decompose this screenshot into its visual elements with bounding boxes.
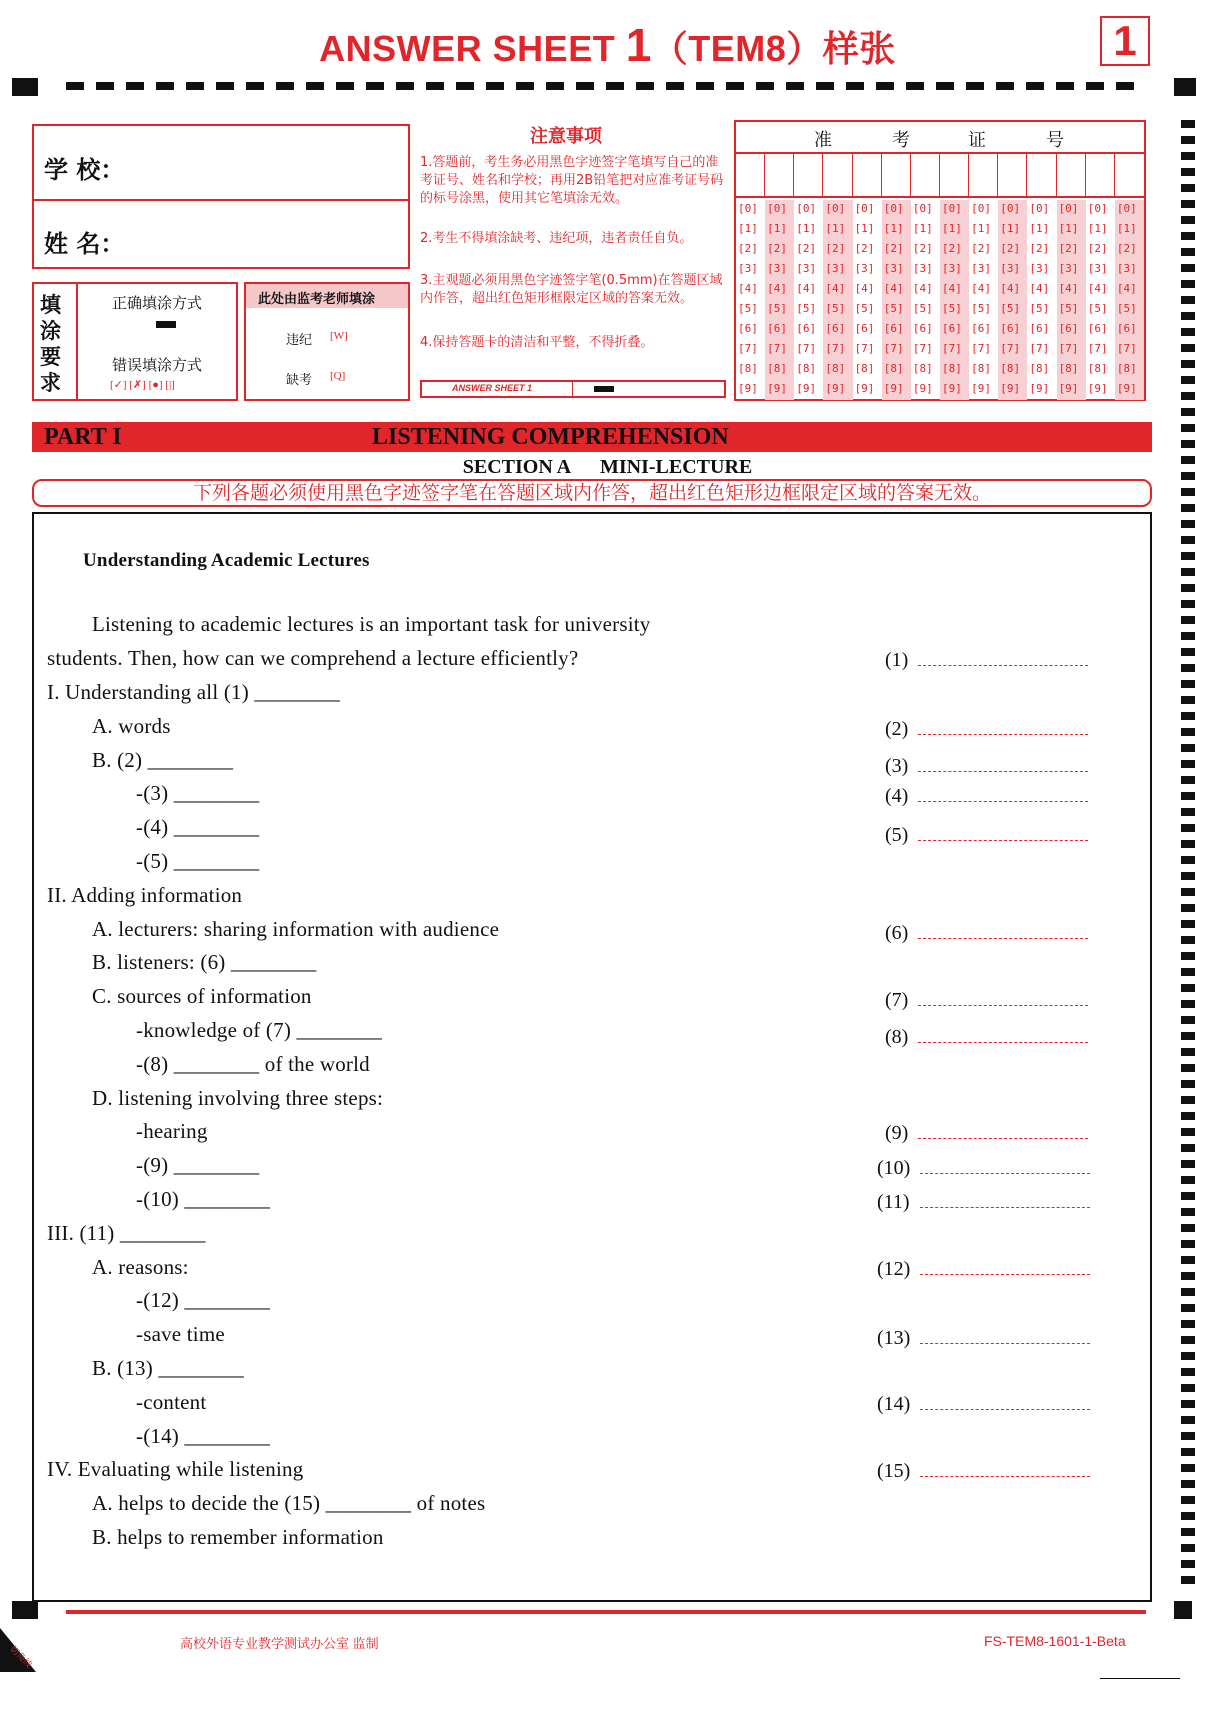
footer-short-rule	[1100, 1678, 1180, 1679]
exam-id-bubble[interactable]: [8]	[738, 362, 758, 375]
exam-id-bubble[interactable]: [2]	[825, 242, 846, 255]
exam-id-bubble[interactable]: [0]	[854, 202, 875, 215]
exam-id-bubble[interactable]: [5]	[971, 302, 992, 315]
exam-id-bubble[interactable]: [6]	[1087, 322, 1108, 335]
exam-id-bubble[interactable]: [9]	[825, 382, 846, 395]
exam-id-cell[interactable]	[1027, 154, 1056, 196]
answer-blank-7[interactable]	[885, 989, 1088, 1012]
answer-number: (13)	[877, 1327, 911, 1349]
exam-id-bubble[interactable]: [4]	[1029, 282, 1050, 295]
exam-id-bubble[interactable]: [6]	[738, 322, 758, 335]
exam-id-bubble[interactable]: [7]	[738, 342, 758, 355]
answer-line[interactable]	[918, 924, 1088, 939]
exam-id-cell[interactable]	[1057, 154, 1086, 196]
exam-id-bubble[interactable]: [8]	[767, 362, 788, 375]
answer-line[interactable]	[918, 757, 1088, 772]
corner-mark-top-left	[12, 78, 38, 96]
corner-mark-bottom-left	[12, 1601, 38, 1619]
exam-id-bubble[interactable]: [7]	[912, 342, 933, 355]
exam-id-bubble[interactable]: [5]	[767, 302, 788, 315]
answer-blank-12[interactable]	[877, 1258, 1090, 1281]
exam-id-bubble[interactable]: [9]	[1058, 382, 1079, 395]
exam-id-bubble[interactable]: [9]	[971, 382, 992, 395]
exam-id-bubble[interactable]: [4]	[738, 282, 758, 295]
answer-line[interactable]	[918, 826, 1088, 841]
exam-id-bubble[interactable]: [2]	[912, 242, 933, 255]
exam-id-bubble[interactable]: [6]	[1058, 322, 1079, 335]
barcode-box	[420, 380, 726, 398]
notice-title: 注意事项	[530, 126, 602, 147]
answer-line[interactable]	[920, 1462, 1090, 1477]
answer-line[interactable]	[918, 720, 1088, 735]
exam-id-bubble[interactable]: [7]	[1116, 342, 1137, 355]
exam-id-cell[interactable]	[940, 154, 969, 196]
answer-blank-1[interactable]	[885, 649, 1088, 672]
exam-id-bubble[interactable]: [3]	[1029, 262, 1050, 275]
exam-id-bubble[interactable]: [1]	[883, 222, 904, 235]
exam-id-bubble[interactable]: [9]	[767, 382, 788, 395]
title-suffix: （TEM8）样张	[651, 28, 896, 69]
exam-id-cell[interactable]	[823, 154, 852, 196]
wrong-fill-examples: [✓] [✗] [●] [|]	[110, 379, 175, 391]
notice-item-1: 1.答题前，考生务必用黑色字迹签字笔填写自己的准考证号、姓名和学校；再用2B铅笔把对应准考证号码的标号涂黑，使用其它笔填涂无效。	[420, 155, 724, 206]
sheet-title	[0, 18, 1215, 72]
exam-id-bubble[interactable]: [5]	[1000, 302, 1021, 315]
outline-line: -(12) ________	[136, 1288, 271, 1313]
outline-line: -(9) ________	[136, 1153, 260, 1178]
answer-number: (5)	[885, 824, 909, 846]
exam-id-bubble-area	[736, 200, 1144, 400]
exam-id-bubble[interactable]: [1]	[738, 222, 758, 235]
exam-id-bubble[interactable]: [1]	[1087, 222, 1108, 235]
exam-id-bubble[interactable]: [0]	[1000, 202, 1021, 215]
outline-line: IV. Evaluating while listening	[47, 1457, 304, 1482]
fill-requirement-box	[32, 282, 238, 401]
exam-id-bubble[interactable]: [3]	[912, 262, 933, 275]
exam-id-bubble[interactable]: [2]	[1116, 242, 1137, 255]
exam-id-bubble[interactable]: [5]	[1116, 302, 1137, 315]
outline-line: C. sources of information	[92, 984, 312, 1009]
exam-id-bubble[interactable]: [0]	[942, 202, 962, 215]
footer-form-code: FS-TEM8-1601-1-Beta	[984, 1633, 1126, 1649]
exam-id-bubble[interactable]: [8]	[1058, 362, 1079, 375]
lecture-intro-2: students. Then, how can we comprehend a lecture efficiently?	[47, 646, 579, 670]
exam-id-bubble[interactable]: [8]	[912, 362, 933, 375]
exam-id-bubble[interactable]: [9]	[912, 382, 933, 395]
exam-id-bubble[interactable]: [7]	[767, 342, 788, 355]
exam-id-cell[interactable]	[765, 154, 794, 196]
answer-number: (9)	[885, 1122, 909, 1144]
exam-id-bubble[interactable]: [3]	[1000, 262, 1021, 275]
page-number-box: 1	[1100, 16, 1150, 66]
outline-line: A. words	[92, 713, 171, 738]
exam-id-bubble[interactable]: [5]	[1087, 302, 1108, 315]
footer-issuer: 高校外语专业教学测试办公室 监制	[180, 1636, 379, 1651]
correct-fill-label: 正确填涂方式	[112, 294, 203, 312]
answer-blank-10[interactable]	[877, 1157, 1090, 1180]
exam-id-bubble[interactable]: [2]	[1000, 242, 1021, 255]
exam-id-bubble[interactable]: [3]	[1116, 262, 1137, 275]
exam-id-bubble[interactable]: [1]	[971, 222, 992, 235]
footer-rule	[66, 1610, 1146, 1614]
answer-blank-5[interactable]	[885, 824, 1088, 847]
exam-id-bubble[interactable]: [9]	[1087, 382, 1108, 395]
exam-id-bubble[interactable]: [2]	[767, 242, 788, 255]
notice-item-4: 4.保持答题卡的清洁和平整，不得折叠。	[420, 335, 654, 350]
exam-id-bubble[interactable]: [8]	[1029, 362, 1050, 375]
outline-line: II. Adding information	[47, 882, 243, 907]
exam-id-cell[interactable]	[1086, 154, 1115, 196]
outline-line: -knowledge of (7) ________	[136, 1018, 383, 1042]
lecture-title: Understanding Academic Lectures	[83, 550, 370, 571]
exam-id-bubble[interactable]: [1]	[1116, 222, 1137, 235]
outline-line: -save time	[136, 1322, 225, 1347]
answer-line[interactable]	[920, 1260, 1090, 1275]
answer-number: (12)	[877, 1258, 911, 1280]
exam-id-header-row	[736, 122, 1144, 154]
exam-id-bubble[interactable]: [9]	[1000, 382, 1021, 395]
answer-number: (3)	[885, 755, 909, 777]
exam-id-cell[interactable]	[998, 154, 1027, 196]
exam-id-bubble[interactable]: [6]	[971, 322, 992, 335]
answer-line[interactable]	[918, 1028, 1088, 1043]
exam-id-bubble[interactable]: [9]	[796, 382, 817, 395]
exam-id-bubble[interactable]: [6]	[942, 322, 962, 335]
section-title: SECTION A MINI-LECTURE	[462, 456, 753, 478]
exam-id-bubble[interactable]: [2]	[1087, 242, 1108, 255]
answer-line[interactable]	[918, 651, 1088, 666]
exam-id-bubble[interactable]: [2]	[883, 242, 904, 255]
fill-req-divider	[76, 284, 78, 399]
answer-line[interactable]	[920, 1395, 1090, 1410]
exam-id-cell[interactable]	[794, 154, 823, 196]
exam-id-bubble[interactable]: [4]	[1058, 282, 1079, 295]
exam-id-bubble[interactable]: [9]	[942, 382, 962, 395]
corner-cut-label: 切角线	[7, 1644, 34, 1671]
answer-line[interactable]	[920, 1193, 1090, 1208]
exam-id-bubble[interactable]: [6]	[1029, 322, 1050, 335]
exam-id-write-row	[736, 154, 1144, 198]
outline-line: -(10) ________	[136, 1187, 271, 1211]
answer-blank-8[interactable]	[885, 1026, 1088, 1049]
exam-id-bubble[interactable]: [9]	[738, 382, 758, 395]
outline-line: I. Understanding all (1) ________	[47, 680, 340, 704]
outline-line: B. listeners: (6) ________	[92, 950, 317, 975]
outline-line: -hearing	[136, 1119, 208, 1144]
exam-id-bubble[interactable]: [5]	[796, 302, 817, 315]
exam-id-bubble[interactable]: [6]	[1000, 322, 1021, 335]
exam-id-char-1: 准	[814, 130, 832, 151]
exam-id-bubble[interactable]: [0]	[1087, 202, 1108, 215]
answer-blank-11[interactable]	[877, 1191, 1090, 1214]
answer-number: (8)	[885, 1026, 909, 1048]
exam-id-bubble[interactable]: [6]	[796, 322, 817, 335]
exam-id-char-3: 证	[968, 130, 986, 151]
answer-area-warning: 下列各题必须使用黑色字迹签字笔在答题区域内作答，超出红色矩形边框限定区域的答案无效。	[32, 479, 1152, 507]
answer-blank-9[interactable]	[885, 1122, 1088, 1145]
exam-id-bubble[interactable]: [1]	[854, 222, 875, 235]
title-number: 1	[625, 19, 652, 71]
exam-id-bubble[interactable]: [2]	[854, 242, 875, 255]
outline-line: -(8) ________ of the world	[136, 1051, 370, 1076]
exam-id-cell[interactable]	[736, 154, 765, 196]
school-divider	[34, 199, 408, 201]
exam-id-bubble[interactable]: [4]	[1116, 282, 1137, 295]
exam-id-cell[interactable]	[1115, 154, 1144, 196]
violation-label: 违纪	[286, 333, 313, 348]
exam-id-bubble[interactable]: [0]	[1116, 202, 1137, 215]
exam-id-bubble[interactable]: [2]	[1058, 242, 1079, 255]
answer-blank-6[interactable]	[885, 922, 1088, 945]
exam-id-bubble[interactable]: [8]	[796, 362, 817, 375]
exam-id-bubble[interactable]: [3]	[971, 262, 992, 275]
absent-label: 缺考	[286, 373, 313, 388]
exam-id-bubble[interactable]: [6]	[1116, 322, 1137, 335]
barcode-mark	[594, 386, 614, 392]
part-title: LISTENING COMPREHENSION	[372, 424, 729, 450]
exam-id-bubble[interactable]: [0]	[767, 202, 788, 215]
exam-id-bubble[interactable]: [5]	[942, 302, 962, 315]
exam-id-bubble[interactable]: [8]	[971, 362, 992, 375]
part-label: PART I	[44, 424, 122, 450]
exam-id-bubble[interactable]: [2]	[796, 242, 817, 255]
answer-line[interactable]	[918, 991, 1088, 1006]
exam-id-bubble[interactable]: [8]	[825, 362, 846, 375]
exam-id-bubble[interactable]: [3]	[825, 262, 846, 275]
exam-id-bubble[interactable]: [8]	[1116, 362, 1137, 375]
outline-line: -(4) ________	[136, 815, 260, 840]
outline-line: B. helps to remember information	[92, 1525, 384, 1549]
outline-line: -(14) ________	[136, 1423, 271, 1448]
exam-id-bubble[interactable]: [5]	[1029, 302, 1050, 315]
answer-line[interactable]	[920, 1159, 1090, 1174]
corner-mark-top-right	[1174, 78, 1196, 96]
exam-id-bubble[interactable]: [7]	[1029, 342, 1050, 355]
proctor-title: 此处由监考老师填涂	[258, 292, 376, 307]
outline-line: A. lecturers: sharing information with audience	[92, 916, 500, 941]
barcode-label: ANSWER SHEET 1	[452, 383, 533, 393]
exam-id-bubble[interactable]: [3]	[883, 262, 904, 275]
exam-id-bubble[interactable]: [3]	[796, 262, 817, 275]
exam-id-bubble[interactable]: [7]	[854, 342, 875, 355]
exam-id-bubble[interactable]: [6]	[854, 322, 875, 335]
exam-id-bubble[interactable]: [4]	[767, 282, 788, 295]
exam-id-bubble[interactable]: [7]	[883, 342, 904, 355]
student-info-box	[32, 124, 410, 269]
outline-line: -(5) ________	[136, 849, 260, 873]
outline-line: A. helps to decide the (15) ________ of notes	[92, 1491, 486, 1516]
exam-id-bubble[interactable]: [8]	[942, 362, 962, 375]
exam-id-bubble[interactable]: [2]	[1029, 242, 1050, 255]
answer-blank-15[interactable]	[877, 1460, 1090, 1483]
exam-id-bubble[interactable]: [5]	[738, 302, 758, 315]
outline-line: B. (13) ________	[92, 1356, 244, 1380]
answer-number: (7)	[885, 989, 909, 1011]
exam-id-bubble[interactable]: [0]	[738, 202, 758, 215]
exam-id-cell[interactable]	[853, 154, 882, 196]
outline-line: A. reasons:	[92, 1254, 189, 1279]
exam-id-bubble[interactable]: [4]	[912, 282, 933, 295]
exam-id-bubble[interactable]: [1]	[1058, 222, 1079, 235]
exam-id-bubble[interactable]: [6]	[912, 322, 933, 335]
exam-id-bubble[interactable]: [7]	[971, 342, 992, 355]
exam-id-bubble[interactable]: [1]	[767, 222, 788, 235]
exam-id-bubble[interactable]: [6]	[767, 322, 788, 335]
exam-id-bubble[interactable]: [7]	[942, 342, 962, 355]
answer-number: (14)	[877, 1393, 911, 1415]
title-prefix: ANSWER SHEET	[319, 28, 626, 69]
absent-mark[interactable]: [Q]	[330, 370, 346, 382]
exam-id-bubble[interactable]: [4]	[796, 282, 817, 295]
answer-blank-4[interactable]	[885, 785, 1088, 808]
answer-number: (6)	[885, 922, 909, 944]
exam-id-bubble[interactable]: [9]	[1029, 382, 1050, 395]
answer-number: (11)	[877, 1191, 910, 1213]
exam-id-bubble[interactable]: [3]	[738, 262, 758, 275]
exam-id-bubble[interactable]: [4]	[883, 282, 904, 295]
violation-mark[interactable]: [W]	[330, 330, 348, 342]
exam-id-bubble[interactable]: [6]	[825, 322, 846, 335]
exam-id-bubble[interactable]: [0]	[796, 202, 817, 215]
exam-id-bubble[interactable]: [7]	[1087, 342, 1108, 355]
answer-line[interactable]	[918, 787, 1088, 802]
exam-id-bubble[interactable]: [6]	[883, 322, 904, 335]
school-label: 学 校：	[44, 156, 125, 184]
answer-number: (2)	[885, 718, 909, 740]
exam-id-bubble[interactable]: [3]	[854, 262, 875, 275]
exam-id-bubble[interactable]: [1]	[796, 222, 817, 235]
wrong-fill-label: 错误填涂方式	[112, 356, 203, 374]
exam-id-bubble[interactable]: [7]	[796, 342, 817, 355]
answer-number: (1)	[885, 649, 909, 671]
exam-id-bubble[interactable]: [1]	[825, 222, 846, 235]
exam-id-char-4: 号	[1046, 130, 1064, 151]
exam-id-bubble[interactable]: [0]	[971, 202, 992, 215]
exam-id-cell[interactable]	[911, 154, 940, 196]
answer-blank-2[interactable]	[885, 718, 1088, 741]
exam-id-cell[interactable]	[882, 154, 911, 196]
exam-id-char-2: 考	[892, 130, 910, 151]
exam-id-bubble[interactable]: [5]	[854, 302, 875, 315]
answer-blank-3[interactable]	[885, 755, 1088, 778]
exam-id-bubble[interactable]: [8]	[1000, 362, 1021, 375]
exam-id-bubble[interactable]: [0]	[912, 202, 933, 215]
answer-number: (4)	[885, 785, 909, 807]
exam-id-bubble[interactable]: [1]	[1000, 222, 1021, 235]
exam-id-bubble[interactable]: [8]	[883, 362, 904, 375]
exam-id-bubble[interactable]: [3]	[1058, 262, 1079, 275]
outline-line: III. (11) ________	[47, 1220, 206, 1245]
outline-line: -content	[136, 1389, 207, 1414]
exam-id-bubble[interactable]: [4]	[942, 282, 962, 295]
name-label: 姓 名：	[44, 230, 125, 258]
exam-id-bubble[interactable]: [0]	[883, 202, 904, 215]
exam-id-bubble[interactable]: [2]	[942, 242, 962, 255]
exam-id-bubble[interactable]: [1]	[1029, 222, 1050, 235]
exam-id-bubble[interactable]: [4]	[825, 282, 846, 295]
part-bar	[32, 422, 1152, 452]
answer-line[interactable]	[918, 1124, 1088, 1139]
exam-id-bubble[interactable]: [9]	[883, 382, 904, 395]
answer-blank-14[interactable]	[877, 1393, 1090, 1416]
exam-id-bubble[interactable]: [7]	[825, 342, 846, 355]
exam-id-bubble[interactable]: [9]	[1116, 382, 1137, 395]
exam-id-bubble[interactable]: [4]	[1087, 282, 1108, 295]
exam-id-bubble[interactable]: [3]	[1087, 262, 1108, 275]
outline-line: D. listening involving three steps:	[92, 1085, 384, 1110]
exam-id-bubble[interactable]: [5]	[1058, 302, 1079, 315]
exam-id-bubble[interactable]: [3]	[942, 262, 962, 275]
answer-line[interactable]	[920, 1329, 1090, 1344]
exam-id-cell[interactable]	[969, 154, 998, 196]
answer-number: (15)	[877, 1460, 911, 1482]
right-timing-track	[1181, 120, 1195, 1585]
proctor-box	[244, 282, 410, 401]
exam-id-bubble[interactable]: [4]	[971, 282, 992, 295]
fill-req-label: 填涂要求	[40, 293, 61, 395]
notice-item-2: 2.考生不得填涂缺考、违纪项，违者责任自负。	[420, 231, 693, 246]
answer-blank-13[interactable]	[877, 1327, 1090, 1350]
outline-line: B. (2) ________	[92, 747, 234, 772]
answer-number: (10)	[877, 1157, 911, 1179]
exam-id-bubble[interactable]: [0]	[825, 202, 846, 215]
exam-id-grid	[734, 120, 1146, 401]
exam-id-bubble[interactable]: [8]	[854, 362, 875, 375]
top-timing-track	[66, 82, 1140, 90]
barcode-divider	[572, 382, 573, 396]
exam-id-bubble[interactable]: [5]	[883, 302, 904, 315]
exam-id-bubble[interactable]: [1]	[912, 222, 933, 235]
lecture-intro-1: Listening to academic lectures is an important task for university	[92, 612, 651, 636]
exam-id-bubble[interactable]: [1]	[942, 222, 962, 235]
exam-id-bubble[interactable]: [5]	[825, 302, 846, 315]
exam-id-bubble[interactable]: [8]	[1087, 362, 1108, 375]
exam-id-bubble[interactable]: [3]	[767, 262, 788, 275]
correct-fill-mark	[156, 321, 176, 328]
exam-id-bubble[interactable]: [4]	[854, 282, 875, 295]
exam-id-bubble[interactable]: [0]	[1029, 202, 1050, 215]
exam-id-bubble[interactable]: [2]	[738, 242, 758, 255]
exam-id-bubble[interactable]: [7]	[1000, 342, 1021, 355]
exam-id-bubble[interactable]: [7]	[1058, 342, 1079, 355]
exam-id-bubble[interactable]: [0]	[1058, 202, 1079, 215]
exam-id-bubble[interactable]: [9]	[854, 382, 875, 395]
notice-item-3: 3.主观题必须用黑色字迹签字笔(0.5mm)在答题区域内作答，超出红色矩形框限定区域的答案无效。	[420, 273, 723, 306]
corner-mark-bottom-right	[1174, 1601, 1192, 1619]
exam-id-bubble[interactable]: [2]	[971, 242, 992, 255]
exam-id-bubble[interactable]: [5]	[912, 302, 933, 315]
exam-id-bubble[interactable]: [4]	[1000, 282, 1021, 295]
outline-line: -(3) ________	[136, 781, 260, 806]
